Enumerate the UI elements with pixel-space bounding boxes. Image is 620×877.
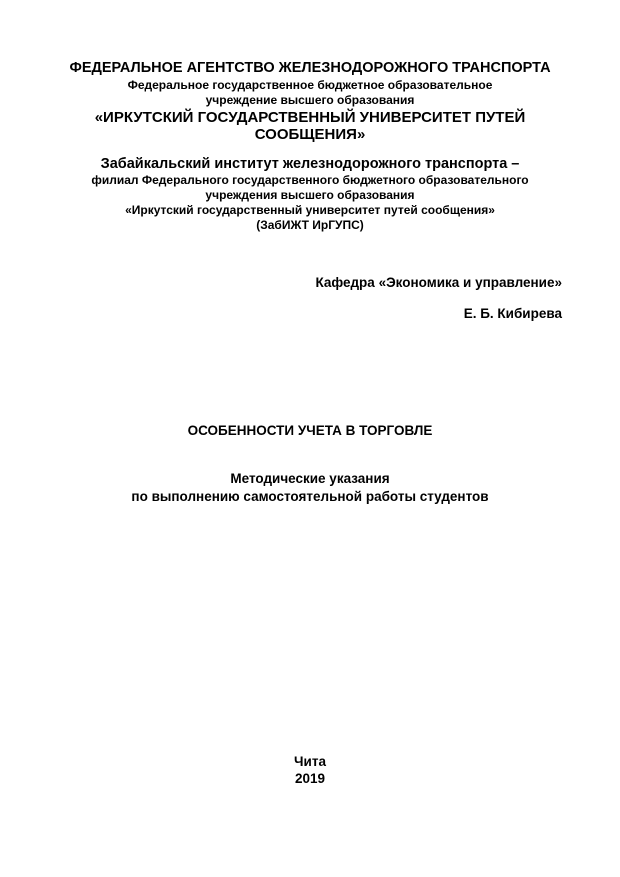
- branch-name-line2: филиал Федерального государственного бюджетного образовательного: [91, 173, 529, 187]
- author-name: Е. Б. Кибирева: [463, 306, 562, 321]
- branch-name-line3: учреждения высшего образования: [205, 188, 415, 202]
- city: Чита: [294, 754, 326, 769]
- institution-type-line1: Федеральное государственное бюджетное образовательное: [127, 78, 493, 92]
- branch-abbreviation: (ЗабИЖТ ИрГУПС): [256, 218, 364, 232]
- branch-name-line1: Забайкальский институт железнодорожного транспорта –: [100, 156, 520, 172]
- branch-name-line4: «Иркутский государственный университет путей сообщения»: [125, 203, 495, 217]
- document-subtitle-line2: по выполнению самостоятельной работы студентов: [131, 489, 489, 504]
- year: 2019: [294, 771, 326, 786]
- agency-name: ФЕДЕРАЛЬНОЕ АГЕНТСТВО ЖЕЛЕЗНОДОРОЖНОГО ТРАНСПОРТА: [69, 60, 551, 76]
- document-subtitle-line1: Методические указания: [230, 471, 390, 486]
- institution-type-line2: учреждение высшего образования: [205, 93, 415, 107]
- document-title: ОСОБЕННОСТИ УЧЕТА В ТОРГОВЛЕ: [187, 423, 433, 438]
- university-name-line2: СООБЩЕНИЯ»: [254, 126, 366, 143]
- department-name: Кафедра «Экономика и управление»: [315, 275, 562, 290]
- university-name-line1: «ИРКУТСКИЙ ГОСУДАРСТВЕННЫЙ УНИВЕРСИТЕТ ПУТЕЙ: [94, 109, 526, 126]
